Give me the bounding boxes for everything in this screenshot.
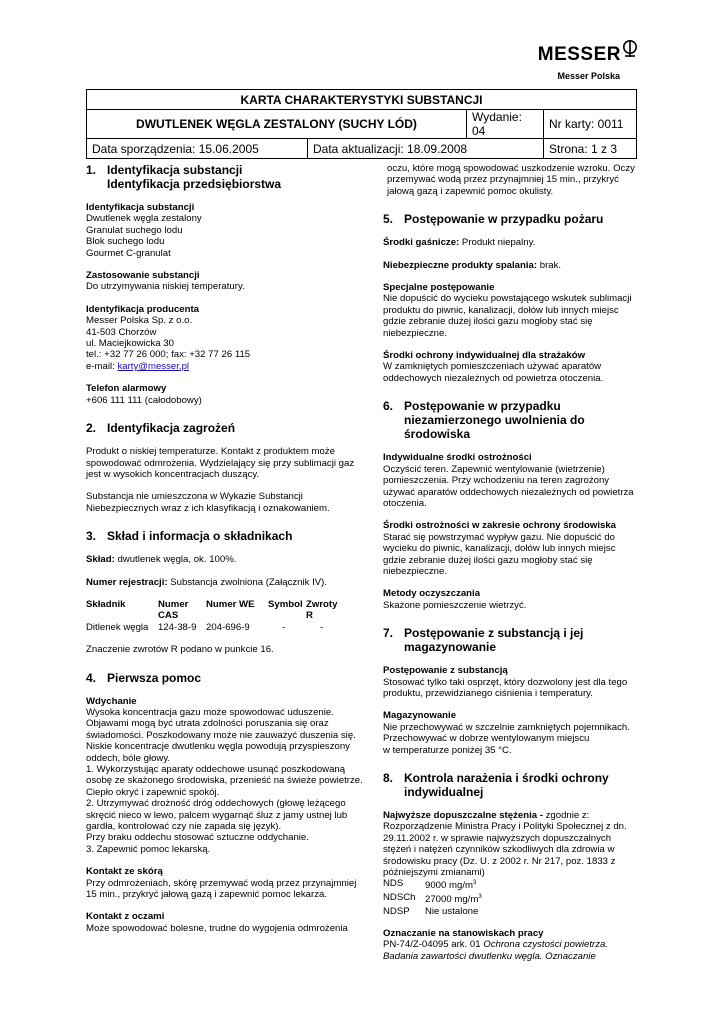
section-title: Identyfikacja substancji bbox=[107, 163, 243, 177]
table-cell: - bbox=[282, 621, 286, 633]
text-line: Nie przechowywać w szczelnie zamkniętych pojemnikach. bbox=[383, 721, 630, 733]
section-6-heading bbox=[383, 399, 640, 441]
table-cell: Ditlenek węgla bbox=[86, 621, 149, 633]
paragraph: Stosować tylko taki osprzęt, który dozwolony jest dla tego produktu, przewidzianego ciśnienia i temperatury. bbox=[383, 676, 628, 699]
paragraph: Starać się powstrzymać wypływ gazu. Nie dopuścić do wycieku do piwnic, kanalizacji, dołów lub innych miejsc gdzie zebranie dużej ilości gazu mogłoby stać się niebezpieczne. bbox=[383, 531, 616, 577]
limit-row bbox=[383, 892, 640, 906]
components-table-header bbox=[86, 599, 368, 622]
section-number: 4. bbox=[86, 670, 97, 685]
limit-key: NDSP bbox=[383, 905, 410, 917]
text-line: tel.: +32 77 26 000; fax: +32 77 26 115 bbox=[86, 349, 251, 361]
label: Niebezpieczne produkty spalania: bbox=[383, 259, 538, 271]
value: zgodnie z: bbox=[542, 810, 590, 821]
email-line bbox=[86, 361, 368, 372]
section-7-heading bbox=[383, 626, 640, 654]
label: Numer rejestracji: bbox=[86, 576, 168, 588]
label: Najwyższe dopuszczalne stężenia - bbox=[383, 810, 543, 821]
value: Produkt niepalny. bbox=[459, 237, 536, 249]
paragraph: Przy braku oddechu stosować sztuczne oddychanie. bbox=[86, 832, 309, 844]
table-cell: 124-38-9 bbox=[158, 621, 197, 633]
subheading: Środki ostrożności w zakresie ochrony środowiska bbox=[383, 520, 616, 532]
section-1-heading bbox=[86, 163, 368, 191]
column-header: Numer WE bbox=[206, 598, 255, 610]
subheading: Środki ochrony indywidualnej dla strażaków bbox=[383, 350, 586, 362]
card-number: Nr karty: 0011 bbox=[544, 110, 637, 139]
section-title: niezamierzonego uwolnienia do bbox=[404, 413, 585, 428]
subheading: Kontakt ze skórą bbox=[86, 866, 163, 878]
edition: Wydanie: 04 bbox=[467, 110, 544, 139]
label: Skład: bbox=[86, 554, 115, 566]
doc-title: KARTA CHARAKTERYSTYKI SUBSTANCJI bbox=[87, 90, 637, 110]
value: dwutlenek węgla, ok. 100%. bbox=[114, 554, 237, 566]
limit-row bbox=[383, 906, 640, 917]
product-name: DWUTLENEK WĘGLA ZESTALONY (SUCHY LÓD) bbox=[87, 110, 467, 139]
text-line: Dwutlenek węgla zestalony bbox=[86, 213, 202, 225]
subheading: Oznaczanie na stanowiskach pracy bbox=[383, 928, 544, 940]
section-number: 1. bbox=[86, 163, 97, 177]
subheading: Magazynowanie bbox=[383, 710, 457, 722]
superscript: 3 bbox=[478, 894, 482, 901]
column-header: Numer CAS bbox=[158, 598, 189, 622]
paragraph bbox=[383, 237, 640, 248]
page-number: Strona: 1 z 3 bbox=[544, 139, 637, 159]
table-cell: - bbox=[320, 621, 324, 633]
paragraph: W zamkniętych pomieszczeniach używać aparatów oddechowych niezależnych od powietrza otoczenia. bbox=[383, 361, 604, 384]
section-title: Identyfikacja przedsiębiorstwa bbox=[107, 177, 282, 191]
superscript: 3 bbox=[473, 880, 477, 887]
messer-logo bbox=[538, 44, 638, 66]
text-line: Messer Polska Sp. z o.o. bbox=[86, 315, 193, 327]
logo-subtitle: Messer Polska bbox=[557, 71, 620, 81]
table-row bbox=[86, 622, 368, 633]
text-line: +606 111 111 (całodobowy) bbox=[86, 394, 202, 406]
paragraph: Produkt o niskiej temperaturze. Kontakt z produktem może spowodować odmrożenia. Wydzielający się przy sublimacji gaz jest w wysokich koncentracjach duszący. bbox=[86, 446, 355, 480]
paragraph: Substancja nie umieszczona w Wykazie Substancji Niebezpiecznych wraz z ich klasyfikacją i oznakowaniem. bbox=[86, 491, 330, 514]
section-number: 5. bbox=[383, 212, 394, 227]
paragraph bbox=[383, 939, 640, 962]
email-label: e-mail: bbox=[86, 360, 118, 372]
section-number: 2. bbox=[86, 421, 97, 436]
subheading: Specjalne postępowanie bbox=[383, 282, 495, 294]
paragraph: Skażone pomieszczenie wietrzyć. bbox=[383, 599, 527, 611]
standard-title: Ochrona czystości powietrza. Badania zawartości dwutlenku węgla. Oznaczanie bbox=[383, 939, 609, 962]
paragraph: Oczyścić teren. Zapewnić wentylowanie (wietrzenie) pomieszczenia. Przy wchodzeniu na teren zagrożony używać aparatów oddechowych niezależnych od powietrza otoczenia. bbox=[383, 463, 634, 509]
section-number: 8. bbox=[383, 771, 394, 785]
paragraph: Nie dopuścić do wycieku powstającego wskutek sublimacji produktu do piwnic, kanalizacji, dołów lub innych miejsc gdzie zebranie dużej ilości gazu mogłoby stać się niebezpieczne. bbox=[383, 293, 632, 339]
paragraph bbox=[383, 260, 640, 271]
section-number: 6. bbox=[383, 399, 394, 414]
section-title: indywidualnej bbox=[404, 785, 484, 799]
section-title: Kontrola narażenia i środki ochrony bbox=[404, 771, 609, 785]
text-line: w temperaturze poniżej 35 °C. bbox=[383, 744, 512, 756]
subheading: Metody oczyszczania bbox=[383, 588, 481, 600]
section-title: środowiska bbox=[404, 427, 471, 442]
paragraph: Rozporządzenie Ministra Pracy i Polityki Społecznej z dn. 29.11.2002 r. w sprawie najwyższych dopuszczalnych stężeń i natężeń czynników szkodliwych dla zdrowia w środowisku pracy (Dz. U. z 2002 r. Nr 217, poz. 1833 z późniejszymi zmianami) bbox=[383, 821, 627, 879]
column-header: Zwroty R bbox=[306, 598, 338, 622]
section-number: 7. bbox=[383, 626, 394, 641]
paragraph bbox=[86, 577, 368, 588]
updated-date: Data aktualizacji: 18.09.2008 bbox=[308, 139, 544, 159]
subheading: Indywidualne środki ostrożności bbox=[383, 452, 532, 464]
label: Środki gaśnicze: bbox=[383, 237, 460, 249]
email-link[interactable]: karty@messer.pl bbox=[117, 360, 190, 372]
paragraph: Przy odmrożeniach, skórę przemywać wodą przez przynajmniej 15 min., przykryć jałową gazą i zapewnić pomoc lekarza. bbox=[86, 877, 357, 901]
subheading: Postępowanie z substancją bbox=[383, 665, 508, 677]
section-8-heading bbox=[383, 771, 640, 799]
paragraph: 1. Wykorzystując aparaty oddechowe usunąć poszkodowaną osobę ze skażonego środowiska, przenieść na świeże powietrze. Ciepło okryć i zapewnić spokój. bbox=[86, 764, 363, 798]
text-line: Do utrzymywania niskiej temperatury. bbox=[86, 281, 245, 293]
subheading: Identyfikacja substancji bbox=[86, 202, 195, 213]
section-5-heading bbox=[383, 212, 640, 226]
created-date: Data sporządzenia: 15.06.2005 bbox=[87, 139, 308, 159]
text-line: Gourmet C-granulat bbox=[86, 247, 171, 259]
value: Substancja zwolniona (Załącznik IV). bbox=[167, 576, 328, 588]
logo-wordmark: MESSER bbox=[537, 44, 621, 65]
column-header: Symbol bbox=[268, 598, 303, 610]
subheading: Kontakt z oczami bbox=[86, 911, 165, 923]
section-title: Postępowanie z substancją i jej bbox=[404, 626, 584, 641]
limit-row bbox=[383, 878, 640, 892]
text-line: 41-503 Chorzów bbox=[86, 326, 157, 338]
text-line: Blok suchego lodu bbox=[86, 236, 165, 248]
paragraph: oczu, które mogą spowodować uszkodzenie wzroku. Oczy przemywać wodą przez przynajmniej 15 min., przykryć jałową gazą i zapewnić pomoc okulisty. bbox=[387, 163, 635, 197]
section-number: 3. bbox=[86, 529, 97, 544]
subheading: Telefon alarmowy bbox=[86, 383, 167, 395]
left-column bbox=[86, 163, 368, 934]
text-line: Granulat suchego lodu bbox=[86, 224, 183, 236]
limit-value: 27000 mg/m bbox=[425, 894, 479, 906]
section-title: Postępowanie w przypadku bbox=[404, 399, 561, 414]
paragraph bbox=[383, 810, 640, 821]
paragraph bbox=[86, 554, 368, 565]
limit-key: NDS bbox=[383, 878, 404, 890]
section-title: Postępowanie w przypadku pożaru bbox=[404, 212, 604, 227]
paragraph: Wysoka koncentracja gazu może spowodować uduszenie. Objawami mogą być utrata zdolności poruszania się oraz świadomości. Poszkodowany może nie zauważyć duszenia się. Niskie koncentracje dwutlenku węgla powodują przyspieszony oddech, bóle głowy. bbox=[86, 706, 356, 764]
section-title: Skład i informacja o składnikach bbox=[107, 529, 293, 544]
right-column bbox=[383, 163, 640, 962]
limit-key: NDSCh bbox=[383, 892, 416, 904]
section-title: Pierwsza pomoc bbox=[107, 670, 202, 685]
subheading: Wdychanie bbox=[86, 695, 137, 707]
limit-value: 9000 mg/m bbox=[425, 880, 473, 892]
text-line: Przechowywać w dobrze wentylowanym miejscu bbox=[383, 733, 590, 745]
subheading: Zastosowanie substancji bbox=[86, 270, 200, 282]
header-table bbox=[86, 89, 637, 159]
paragraph: 3. Zapewnić pomoc lekarską. bbox=[86, 843, 211, 855]
section-4-heading bbox=[86, 671, 368, 685]
section-title: Identyfikacja zagrożeń bbox=[107, 421, 236, 436]
paragraph: 2. Utrzymywać drożność dróg oddechowych (głowę leżącego skręcić nieco w lewo, palcem wygarnąć śluz z jamy ustnej lub gardła, kontrolować czy nie zapada się język). bbox=[86, 798, 348, 833]
column-header: Składnik bbox=[86, 598, 126, 610]
limit-value: Nie ustalone bbox=[425, 905, 479, 917]
value: brak. bbox=[537, 259, 562, 271]
table-cell: 204-696-9 bbox=[206, 621, 250, 633]
paragraph: Znaczenie zwrotów R podano w punkcie 16. bbox=[86, 644, 274, 656]
paragraph: Może spowodować bolesne, trudne do wygojenia odmrożenia bbox=[86, 922, 348, 934]
section-3-heading bbox=[86, 529, 368, 543]
subheading: Identyfikacja producenta bbox=[86, 303, 200, 315]
section-title: magazynowanie bbox=[404, 640, 497, 655]
text-line: ul. Maciejkowicka 30 bbox=[86, 338, 174, 350]
messer-emblem-icon bbox=[622, 40, 638, 58]
standard-number: PN-74/Z-04095 ark. 01 bbox=[383, 939, 484, 951]
section-2-heading bbox=[86, 421, 368, 435]
